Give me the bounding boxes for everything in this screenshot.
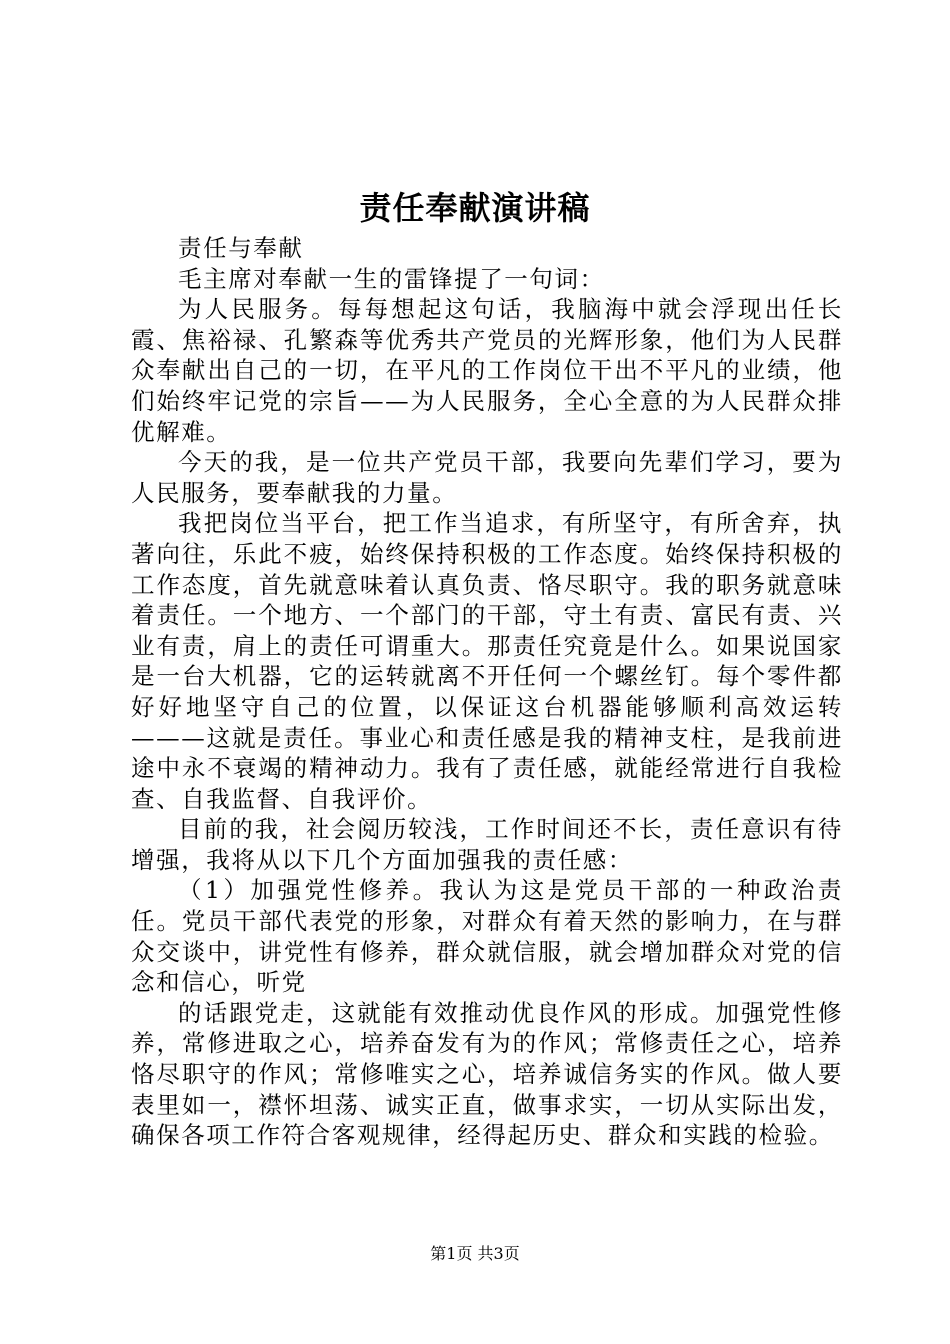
paragraph-responsibility: 我把岗位当平台，把工作当追求，有所坚守，有所舍弃，执著向往，乐此不疲，始终保持积极的工作态度。始终保持积极的工作态度，首先就意味着认真负责、恪尽职守。我的职务就意味着责任。一个地方、一个部门的干部，守土有责、富民有责、兴业有责，肩上的责任可谓重大。那责任究竟是什么。如果说国家是一台大机器，它的运转就离不开任何一个螺丝钉。每个零件都好好地坚守自己的位置，以保证这台机器能够顺利高效运转———这就是责任。事业心和责任感是我的精神支柱，是我前进途中永不衰竭的精神动力。我有了责任感，就能经常进行自我检查、自我监督、自我评价。 bbox=[131, 509, 843, 813]
page-number-footer: 第1页 共3页 bbox=[430, 1244, 520, 1263]
paragraph-current: 目前的我，社会阅历较浅，工作时间还不长，责任意识有待增强，我将从以下几个方面加强我的责任感： bbox=[131, 815, 843, 874]
paragraph-point-1: （1）加强党性修养。我认为这是党员干部的一种政治责任。党员干部代表党的形象，对群众有着天然的影响力，在与群众交谈中，讲党性有修养，群众就信服，就会增加群众对党的信念和信心，听党 bbox=[131, 876, 843, 997]
paragraph-intro: 毛主席对奉献一生的雷锋提了一句词： bbox=[178, 264, 605, 293]
paragraph-today: 今天的我，是一位共产党员干部，我要向先辈们学习，要为人民服务，要奉献我的力量。 bbox=[131, 448, 843, 507]
paragraph-serve-people: 为人民服务。每每想起这句话，我脑海中就会浮现出任长霞、焦裕禄、孔繁森等优秀共产党员的光辉形象，他们为人民群众奉献出自己的一切，在平凡的工作岗位干出不平凡的业绩，他们始终牢记党的宗旨——为人民服务，全心全意的为人民群众排优解难。 bbox=[131, 295, 843, 446]
paragraph-point-1-continued: 的话跟党走，这就能有效推动优良作风的形成。加强党性修养，常修进取之心，培养奋发有为的作风；常修责任之心，培养恪尽职守的作风；常修唯实之心，培养诚信务实的作风。做人要表里如一，襟怀坦荡、诚实正直，做事求实，一切从实际出发，确保各项工作符合客观规律，经得起历史、群众和实践的检验。 bbox=[131, 998, 843, 1150]
document-body bbox=[131, 233, 843, 1151]
document-title: 责任奉献演讲稿 bbox=[359, 189, 591, 227]
paragraph-subtitle: 责任与奉献 bbox=[178, 234, 304, 262]
